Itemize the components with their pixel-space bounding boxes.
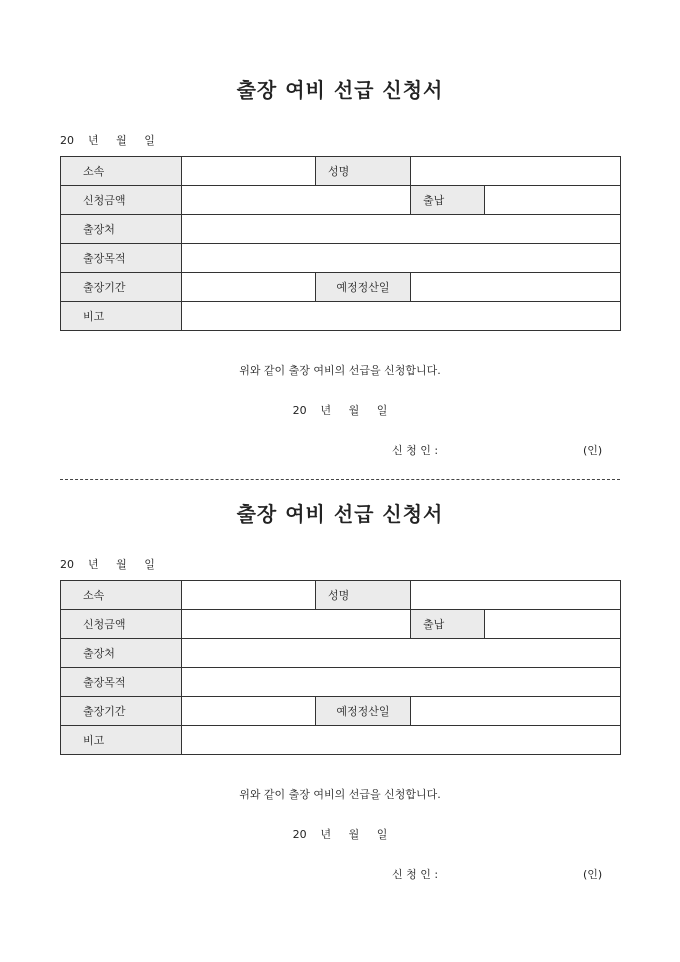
label-remarks: 비고 [61,302,182,331]
field-purpose[interactable] [182,668,621,697]
row-purpose [61,668,621,697]
label-destination: 출장처 [61,215,182,244]
field-remarks[interactable] [182,302,621,331]
label-amount: 신청금액 [61,610,182,639]
row-affiliation [61,157,621,186]
label-remarks: 비고 [61,726,182,755]
field-period[interactable] [182,273,316,302]
field-affiliation[interactable] [182,581,316,610]
row-affiliation [61,581,621,610]
seal-mark: (인) [583,444,603,457]
label-name: 성명 [316,157,411,186]
label-name: 성명 [316,581,411,610]
row-destination [61,215,621,244]
label-settlement-date: 예정정산일 [316,273,411,302]
row-remarks [61,726,621,755]
field-settlement-date[interactable] [411,697,621,726]
field-amount[interactable] [182,186,411,215]
field-name[interactable] [411,581,621,610]
field-destination[interactable] [182,215,621,244]
row-destination [61,639,621,668]
label-purpose: 출장목적 [61,244,182,273]
label-affiliation: 소속 [61,581,182,610]
field-purpose[interactable] [182,244,621,273]
row-purpose [61,244,621,273]
field-period[interactable] [182,697,316,726]
form-statement: 위와 같이 출장 여비의 선급을 신청합니다. [239,788,441,801]
field-cashier[interactable] [485,610,621,639]
row-period [61,697,621,726]
form-table [60,580,621,755]
form-date-bottom: 20 년 월 일 [292,828,388,841]
label-cashier: 출납 [411,610,485,639]
form-table [60,156,621,331]
label-purpose: 출장목적 [61,668,182,697]
applicant-label: 신 청 인 : [392,868,439,881]
row-period [61,273,621,302]
label-period: 출장기간 [61,697,182,726]
form-date-top: 20 년 월 일 [60,558,155,571]
applicant-label: 신 청 인 : [392,444,439,457]
field-cashier[interactable] [485,186,621,215]
form-title: 출장 여비 선급 신청서 [236,78,444,102]
field-amount[interactable] [182,610,411,639]
label-settlement-date: 예정정산일 [316,697,411,726]
form-date-top: 20 년 월 일 [60,134,155,147]
seal-mark: (인) [583,868,603,881]
cut-line-divider [60,479,620,480]
label-affiliation: 소속 [61,157,182,186]
field-remarks[interactable] [182,726,621,755]
field-name[interactable] [411,157,621,186]
label-period: 출장기간 [61,273,182,302]
label-cashier: 출납 [411,186,485,215]
row-amount [61,610,621,639]
label-amount: 신청금액 [61,186,182,215]
label-destination: 출장처 [61,639,182,668]
form-statement: 위와 같이 출장 여비의 선급을 신청합니다. [239,364,441,377]
field-settlement-date[interactable] [411,273,621,302]
row-amount [61,186,621,215]
form-date-bottom: 20 년 월 일 [292,404,388,417]
form-title: 출장 여비 선급 신청서 [236,502,444,526]
field-affiliation[interactable] [182,157,316,186]
field-destination[interactable] [182,639,621,668]
row-remarks [61,302,621,331]
